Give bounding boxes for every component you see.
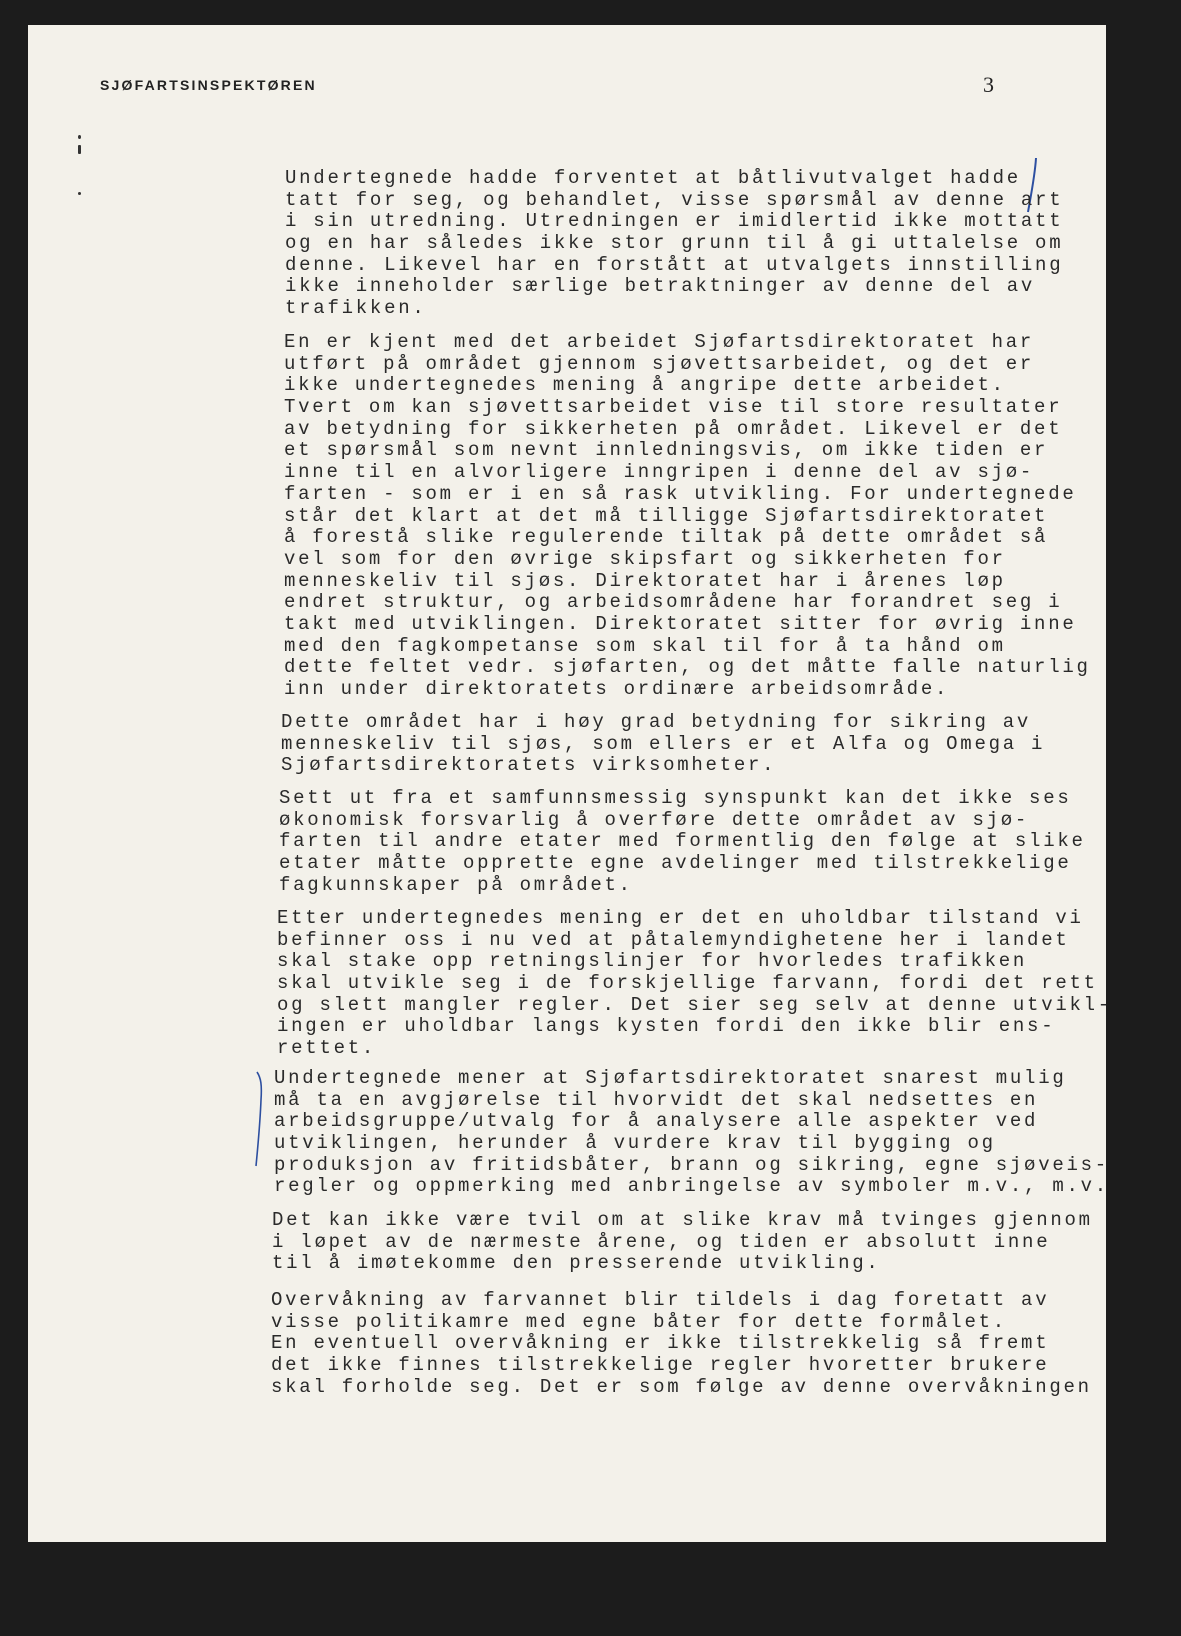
text-line: farten til andre etater med formentlig den følge at slike	[279, 830, 1086, 853]
text-line: Sett ut fra et samfunnsmessig synspunkt kan det ikke ses	[279, 787, 1072, 809]
text-line: ikke undertegnedes mening å angripe dette arbeidet.	[284, 374, 1006, 397]
text-line: farten - som er i en så rask utvikling. For undertegnede	[284, 482, 1077, 505]
text-line: Dette området har i høy grad betydning for sikring av	[281, 711, 1032, 733]
text-line: ingen er uholdbar langs kysten fordi den ikke blir ens-	[277, 1015, 1056, 1038]
text-line: Det kan ikke være tvil om at slike krav må tvinges gjennom	[272, 1209, 1093, 1231]
text-line: til å imøtekomme den presserende utvikling.	[272, 1252, 881, 1275]
text-line: En eventuell overvåkning er ikke tilstrekkelig så fremt	[271, 1332, 1050, 1355]
paragraph-2	[284, 332, 1091, 701]
text-line: i løpet av de nærmeste årene, og tiden er absolutt inne	[272, 1230, 1051, 1253]
text-line: Undertegnede hadde forventet at båtlivutvalget hadde	[285, 167, 1021, 189]
text-line: ikke inneholder særlige betraktninger av denne del av	[285, 275, 1036, 298]
text-line: med den fagkompetanse som skal til for å ta hånd om	[284, 634, 1006, 657]
document-page	[28, 25, 1112, 1542]
text-line: Undertegnede mener at Sjøfartsdirektoratet snarest mulig	[274, 1067, 1067, 1089]
text-line: endret struktur, og arbeidsområdene har forandret seg i	[284, 591, 1063, 614]
text-line: visse politikamre med egne båter for dette formålet.	[271, 1310, 1007, 1333]
paragraph-1	[285, 168, 1063, 320]
text-line: dette feltet vedr. sjøfarten, og det måtte falle naturlig	[284, 656, 1091, 679]
text-line: Overvåkning av farvannet blir tildels i dag foretatt av	[271, 1289, 1050, 1311]
text-line: skal stake opp retningslinjer for hvorledes trafikken	[277, 950, 1028, 973]
text-line: trafikken.	[285, 297, 427, 320]
text-line: Tvert om kan sjøvettsarbeidet vise til store resultater	[284, 396, 1063, 419]
text-line: vel som for den øvrige skipsfart og sikkerheten for	[284, 547, 1006, 570]
page-number: 3	[983, 72, 994, 97]
text-line: inn under direktoratets ordinære arbeidsområde.	[284, 678, 950, 700]
punch-mark	[78, 192, 81, 195]
text-line: denne. Likevel har en forstått at utvalgets innstilling	[285, 253, 1064, 276]
punch-mark	[78, 135, 81, 139]
text-line: regler og oppmerking med anbringelse av symboler m.v., m.v.	[274, 1175, 1109, 1198]
paragraph-5	[277, 908, 1112, 1060]
text-line: Etter undertegnedes mening er det en uholdbar tilstand vi	[277, 907, 1084, 929]
text-line: må ta en avgjørelse til hvorvidt det skal nedsettes en	[274, 1088, 1039, 1111]
text-line: fagkunnskaper på området.	[279, 873, 633, 896]
margin-bracket-pen-mark-icon	[253, 1070, 267, 1170]
text-line: av betydning for sikkerheten på området. Likevel er det	[284, 417, 1063, 440]
text-line: befinner oss i nu ved at påtalemyndighetene her i landet	[277, 928, 1070, 951]
punch-mark	[78, 145, 81, 154]
text-line: etater måtte opprette egne avdelinger med tilstrekkelige	[279, 852, 1072, 875]
text-line: skal forholde seg. Det er som følge av denne overvåkningen	[271, 1375, 1092, 1398]
text-line: En er kjent med det arbeidet Sjøfartsdirektoratet har	[284, 331, 1035, 353]
text-line: takt med utviklingen. Direktoratet sitter for øvrig inne	[284, 612, 1077, 635]
text-line: skal utvikle seg i de forskjellige farvann, fordi det rett	[277, 972, 1098, 995]
paragraph-6	[274, 1068, 1109, 1198]
text-line: står det klart at det må tilligge Sjøfartsdirektoratet	[284, 504, 1049, 527]
text-line: menneskeliv til sjøs, som ellers er et Alfa og Omega i	[281, 732, 1046, 755]
text-line: et spørsmål som nevnt innledningsvis, om ikke tiden er	[284, 439, 1049, 462]
text-line: arbeidsgruppe/utvalg for å analysere alle aspekter ved	[274, 1110, 1039, 1133]
text-line: Sjøfartsdirektoratets virksomheter.	[281, 754, 777, 777]
paragraph-8	[271, 1290, 1092, 1398]
paragraph-3	[281, 712, 1045, 777]
text-line: og slett mangler regler. Det sier seg selv at denne utvikl-	[277, 993, 1112, 1016]
letterhead-office: SJØFARTSINSPEKTØREN	[100, 77, 317, 93]
paragraph-7	[272, 1210, 1093, 1275]
paragraph-4	[279, 788, 1086, 896]
text-line: utviklingen, herunder å vurdere krav til bygging og	[274, 1132, 996, 1155]
text-line: i sin utredning. Utredningen er imidlertid ikke mottatt	[285, 210, 1064, 233]
text-line: inne til en alvorligere inngripen i denne del av sjø-	[284, 461, 1035, 484]
text-line: å forestå slike regulerende tiltak på dette området så	[284, 526, 1049, 549]
text-line: tatt for seg, og behandlet, visse spørsmål av denne art	[285, 188, 1064, 211]
text-line: produksjon av fritidsbåter, brann og sikring, egne sjøveis-	[274, 1153, 1109, 1176]
text-line: rettet.	[277, 1037, 377, 1060]
text-line: menneskeliv til sjøs. Direktoratet har i årenes løp	[284, 569, 1006, 592]
text-line: og en har således ikke stor grunn til å gi uttalelse om	[285, 232, 1064, 255]
text-line: det ikke finnes tilstrekkelige regler hvoretter brukere	[271, 1354, 1050, 1377]
text-line: økonomisk forsvarlig å overføre dette området av sjø-	[279, 808, 1030, 831]
text-line: utført på området gjennom sjøvettsarbeidet, og det er	[284, 352, 1035, 375]
